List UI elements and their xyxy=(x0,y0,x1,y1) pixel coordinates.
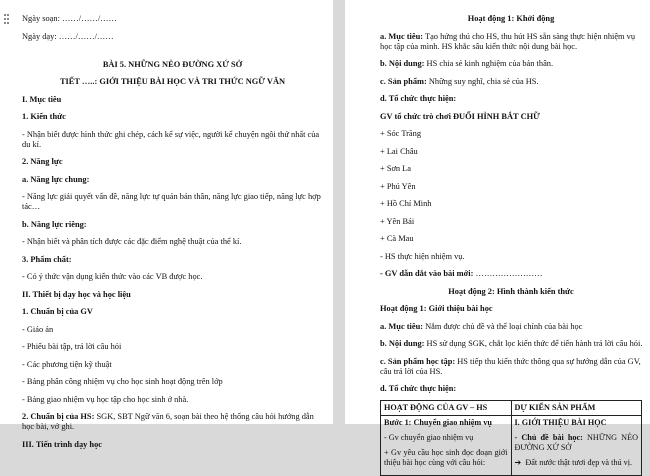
step-item: - Gv chuyển giao nhiệm vụ xyxy=(384,432,474,442)
teacher-prep-item: - Các phương tiện kỹ thuật xyxy=(22,359,112,369)
game-item: + Yên Bái xyxy=(380,216,415,226)
heading-objectives: I. Mục tiêu xyxy=(22,94,62,104)
table-header-row xyxy=(381,400,642,415)
product-note-text: Đất nước thật tươi đẹp và thú vị. xyxy=(525,457,633,467)
table-cell-products xyxy=(511,415,642,475)
game-item: + Hồ Chí Minh xyxy=(380,199,432,208)
lead-in-text: …………………… xyxy=(473,269,543,278)
product-topic-text: NHỮNG NẺO ĐƯỜNG XỨ SỞ xyxy=(514,432,638,452)
teacher-prep-item: - Bảng phân công nhiệm vụ cho học sinh hoạt động trên lớp xyxy=(22,377,223,386)
heading-competence: 2. Năng lực xyxy=(22,157,63,166)
heading-qualities: 3. Phẩm chất: xyxy=(22,254,72,264)
sub-activity-objective xyxy=(380,322,642,332)
lesson-subtitle: TIẾT …..: GIỚI THIỆU BÀI HỌC VÀ TRI THỨC NGỮ VĂN xyxy=(59,77,286,86)
objective-text: Tạo hứng thú cho HS, thu hút HS sẵn sàng thực hiện nhiệm vụ học tập của mình. HS khắc sâu kiến thức nội dung bài học. xyxy=(380,31,636,51)
general-competence-text: - Năng lực giải quyết vấn đề, năng lực tự quản bản thân, năng lực giao tiếp, năng lực hợp tác… xyxy=(22,192,321,211)
sub-activity-title: Hoạt động 1: Giới thiệu bài học xyxy=(380,304,493,313)
table-cell-activities xyxy=(381,415,512,475)
step-item: + Gv yêu cầu học sinh đọc đoạn giới thiệu bài học cùng với câu hỏi: xyxy=(384,447,508,467)
activity-1-title: Hoạt động 1: Khởi động xyxy=(467,14,555,23)
heading-equipment: II. Thiết bị dạy học và học liệu xyxy=(22,289,131,299)
heading-general-competence: a. Năng lực chung: xyxy=(22,174,90,184)
sub-activity-product xyxy=(380,357,642,377)
label-product-2: c. Sản phẩm học tập: xyxy=(380,356,456,366)
document-page-right xyxy=(345,0,650,467)
heading-teacher-prep: 1. Chuẩn bị của GV xyxy=(22,307,93,316)
student-prep-text: SGK, SBT Ngữ văn 6, soạn bài theo hệ thống câu hỏi hướng dẫn học bài, vở ghi. xyxy=(22,412,314,431)
date-prepared: Ngày soạn: ……/……/…… xyxy=(22,14,117,23)
teacher-prep-item: - Phiếu bài tập, trả lời câu hỏi xyxy=(22,342,122,351)
label-content: b. Nội dung: xyxy=(380,59,425,68)
activity-table xyxy=(380,400,642,476)
document-page-left xyxy=(0,0,333,449)
label-objective-2: a. Mục tiêu: xyxy=(380,321,424,331)
objective-text-2: Nắm được chủ đề và thể loại chính của bài học xyxy=(423,321,583,331)
game-item: + Phú Yên xyxy=(380,181,416,191)
drag-handle-icon[interactable] xyxy=(4,14,10,26)
date-taught: Ngày dạy: ……/……/…… xyxy=(22,31,114,41)
game-item: + Lai Châu xyxy=(380,146,418,156)
activity-1-product xyxy=(380,77,642,87)
activity-1-content xyxy=(380,59,642,69)
product-topic-label: - Chủ đề bài học: xyxy=(514,432,583,442)
product-heading: I. GIỚI THIỆU BÀI HỌC xyxy=(514,417,607,427)
activity-2-title: Hoạt động 2: Hình thành kiến thức xyxy=(448,286,574,296)
teacher-prep-item: - Giáo án xyxy=(22,324,54,334)
content-text: HS chia sẻ kinh nghiệm của bản thân. xyxy=(424,59,554,68)
label-implementation: d. Tổ chức thực hiện: xyxy=(380,94,457,103)
heading-procedure: III. Tiến trình dạy học xyxy=(22,439,102,449)
game-item: + Cà Mau xyxy=(380,234,414,243)
activity-1-objective xyxy=(380,32,642,52)
product-note xyxy=(515,458,639,468)
arrow-right-icon: ➔ xyxy=(514,457,522,467)
student-task: - HS thực hiện nhiệm vụ. xyxy=(380,251,465,261)
specific-competence-text: - Nhận biết và phân tích được các đặc điểm nghệ thuật của thể kí. xyxy=(22,237,242,246)
label-content-2: b. Nội dung: xyxy=(380,339,425,348)
heading-specific-competence: b. Năng lực riêng: xyxy=(22,219,87,229)
game-title: GV tổ chức trò chơi ĐUỔI HÌNH BẮT CHỮ xyxy=(380,111,540,121)
lead-in xyxy=(380,269,642,279)
teacher-prep-item: - Bảng giao nhiệm vụ học tập cho học sinh ở nhà. xyxy=(22,394,189,404)
sub-activity-content xyxy=(380,339,642,349)
label-objective: a. Mục tiêu: xyxy=(380,31,424,41)
table-row xyxy=(381,415,642,475)
product-text-2: HS tiếp thu kiến thức thông qua sự hướng dẫn của GV, câu trả lời của HS. xyxy=(380,356,641,376)
heading-knowledge: 1. Kiến thức xyxy=(22,112,66,121)
label-product: c. Sản phẩm: xyxy=(380,76,427,86)
game-item: + Sóc Trăng xyxy=(380,129,422,138)
step-title: Bước 1: Chuyển giao nhiệm vụ xyxy=(384,417,492,427)
label-implementation-2: d. Tổ chức thực hiện: xyxy=(380,384,457,393)
product-text: Những suy nghĩ, chia sẻ của HS. xyxy=(426,76,539,86)
student-prep xyxy=(22,412,323,432)
product-topic xyxy=(515,433,639,453)
lesson-title: BÀI 5. NHỮNG NẺO ĐƯỜNG XỨ SỞ xyxy=(102,59,243,69)
content-text-2: HS sử dụng SGK, chắt lọc kiến thức để tiến hành trả lời câu hỏi. xyxy=(424,339,643,348)
qualities-text: - Có ý thức vận dụng kiến thức vào các VB được học. xyxy=(22,272,203,281)
lead-in-label: - GV dẫn dắt vào bài mới: xyxy=(380,269,474,278)
table-header-cell: HOẠT ĐỘNG CỦA GV – HS xyxy=(381,400,512,415)
table-header-cell: DỰ KIẾN SẢN PHẨM xyxy=(511,400,642,415)
game-item: + Sơn La xyxy=(380,164,412,173)
heading-student-prep: 2. Chuẩn bị của HS: xyxy=(22,412,95,421)
knowledge-text: - Nhận biết được hình thức ghi chép, cách kể sự việc, người kể chuyện ngôi thứ nhất của du kí. xyxy=(22,129,320,149)
